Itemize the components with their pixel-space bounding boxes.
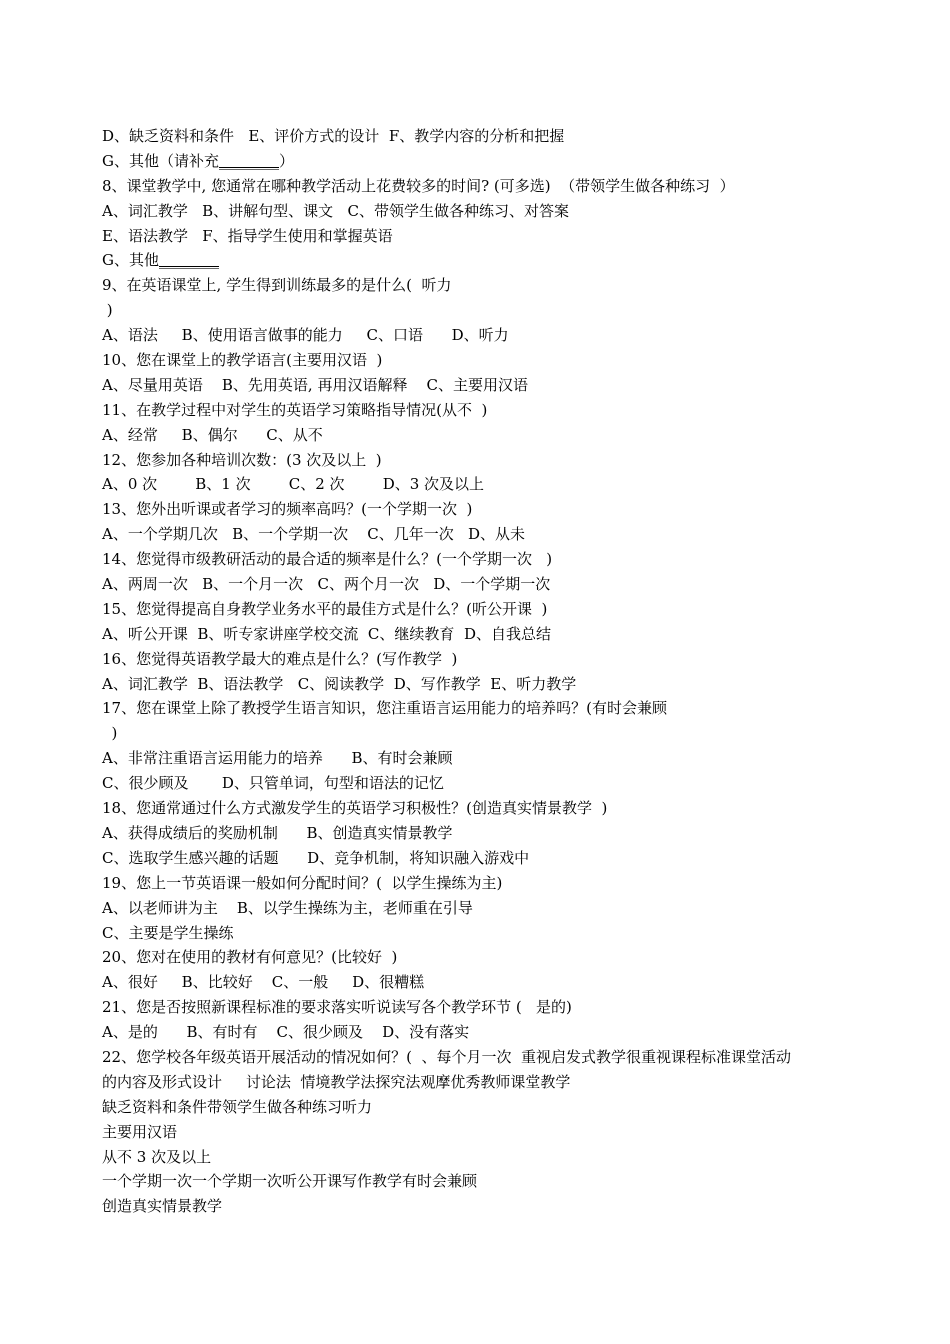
text-line-15: A、0 次 B、1 次 C、2 次 D、3 次及以上: [102, 475, 485, 494]
text-line-14: 12、您参加各种培训次数：(3 次及以上 ): [102, 450, 382, 469]
text-line-42: 从不 3 次及以上: [102, 1147, 212, 1166]
text-line-25: ): [102, 724, 118, 743]
text-line-22: 16、您觉得英语教学最大的难点是什么？(写作教学 ): [102, 649, 458, 668]
text-line-6-label: G、其他: [102, 251, 159, 270]
text-line-38: 22、您学校各年级英语开展活动的情况如何？( 、每个月一次 重视启发式教学很重视课程标准课堂活动: [102, 1047, 792, 1066]
text-line-3: 8、课堂教学中, 您通常在哪种教学活动上花费较多的时间? (可多选) （带领学生做各种练习 ）: [102, 176, 735, 195]
text-line-30: C、选取学生感兴趣的话题 D、竞争机制，将知识融入游戏中: [102, 848, 530, 867]
text-line-2-label: G、其他（请补充: [102, 151, 219, 170]
fill-blank-2: ________: [158, 251, 219, 270]
text-line-4: A、词汇教学 B、讲解句型、课文 C、带领学生做各种练习、对答案: [102, 201, 569, 220]
text-line-17: A、一个学期几次 B、一个学期一次 C、几年一次 D、从未: [102, 525, 526, 544]
text-line-32: A、以老师讲为主 B、以学生操练为主，老师重在引导: [102, 898, 473, 917]
text-line-24: 17、您在课堂上除了教授学生语言知识，您注重语言运用能力的培养吗？(有时会兼顾: [102, 699, 667, 718]
text-line-40: 缺乏资料和条件带领学生做各种练习听力: [102, 1097, 373, 1116]
fill-blank-1: ________: [218, 151, 279, 170]
text-line-1: D、缺乏资料和条件 E、评价方式的设计 F、教学内容的分析和把握: [102, 127, 565, 145]
text-line-7: 9、在英语课堂上, 学生得到训练最多的是什么( 听力: [102, 276, 452, 295]
text-line-9: A、语法 B、使用语言做事的能力 C、口语 D、听力: [102, 326, 509, 345]
text-line-8: ): [102, 301, 113, 320]
text-line-44: 创造真实情景教学: [102, 1197, 223, 1216]
text-line-35: A、很好 B、比较好 C、一般 D、很糟糕: [102, 973, 425, 992]
text-line-43: 一个学期一次一个学期一次听公开课写作教学有时会兼顾: [102, 1172, 478, 1191]
text-line-12: 11、在教学过程中对学生的英语学习策略指导情况(从不 ): [102, 400, 488, 419]
text-line-5: E、语法教学 F、指导学生使用和掌握英语: [102, 226, 393, 245]
text-line-28: 18、您通常通过什么方式激发学生的英语学习积极性？(创造真实情景教学 ): [102, 799, 608, 818]
text-line-20: 15、您觉得提高自身教学业务水平的最佳方式是什么？(听公开课 ): [102, 599, 548, 618]
text-line-23: A、词汇教学 B、语法教学 C、阅读教学 D、写作教学 E、听力教学: [102, 674, 577, 693]
text-line-13: A、经常 B、偶尔 C、从不: [102, 425, 323, 444]
text-line-21: A、听公开课 B、听专家讲座学校交流 C、继续教育 D、自我总结: [102, 624, 551, 643]
text-line-10: 10、您在课堂上的教学语言(主要用汉语 ): [102, 351, 383, 370]
text-line-31: 19、您上一节英语课一般如何分配时间？( 以学生操练为主): [102, 873, 503, 892]
text-line-39: 的内容及形式设计 讨论法 情境教学法探究法观摩优秀教师课堂教学: [102, 1072, 571, 1091]
text-line-29: A、获得成绩后的奖励机制 B、创造真实情景教学: [102, 823, 453, 842]
text-line-34: 20、您对在使用的教材有何意见？(比较好 ): [102, 948, 398, 967]
text-line-16: 13、您外出听课或者学习的频率高吗？(一个学期一次 ): [102, 500, 473, 519]
text-line-11: A、尽量用英语 B、先用英语, 再用汉语解释 C、主要用汉语: [102, 375, 529, 394]
text-line-41: 主要用汉语: [102, 1122, 178, 1141]
document-page: [102, 124, 862, 1219]
text-line-19: A、两周一次 B、一个月一次 C、两个月一次 D、一个学期一次: [102, 575, 551, 594]
text-line-18: 14、您觉得市级教研活动的最合适的频率是什么？(一个学期一次 ): [102, 550, 553, 569]
text-line-2: [102, 149, 862, 174]
text-line-27: C、很少顾及 D、只管单词，句型和语法的记忆: [102, 774, 444, 793]
text-line-36: 21、您是否按照新课程标准的要求落实听说读写各个教学环节 ( 是的): [102, 998, 572, 1017]
text-line-33: C、主要是学生操练: [102, 923, 234, 942]
text-line-37: A、是的 B、有时有 C、很少顾及 D、没有落实: [102, 1023, 470, 1042]
fill-blank-1-close: ）: [278, 151, 294, 170]
text-line-26: A、非常注重语言运用能力的培养 B、有时会兼顾: [102, 749, 453, 768]
text-line-6: [102, 248, 862, 273]
